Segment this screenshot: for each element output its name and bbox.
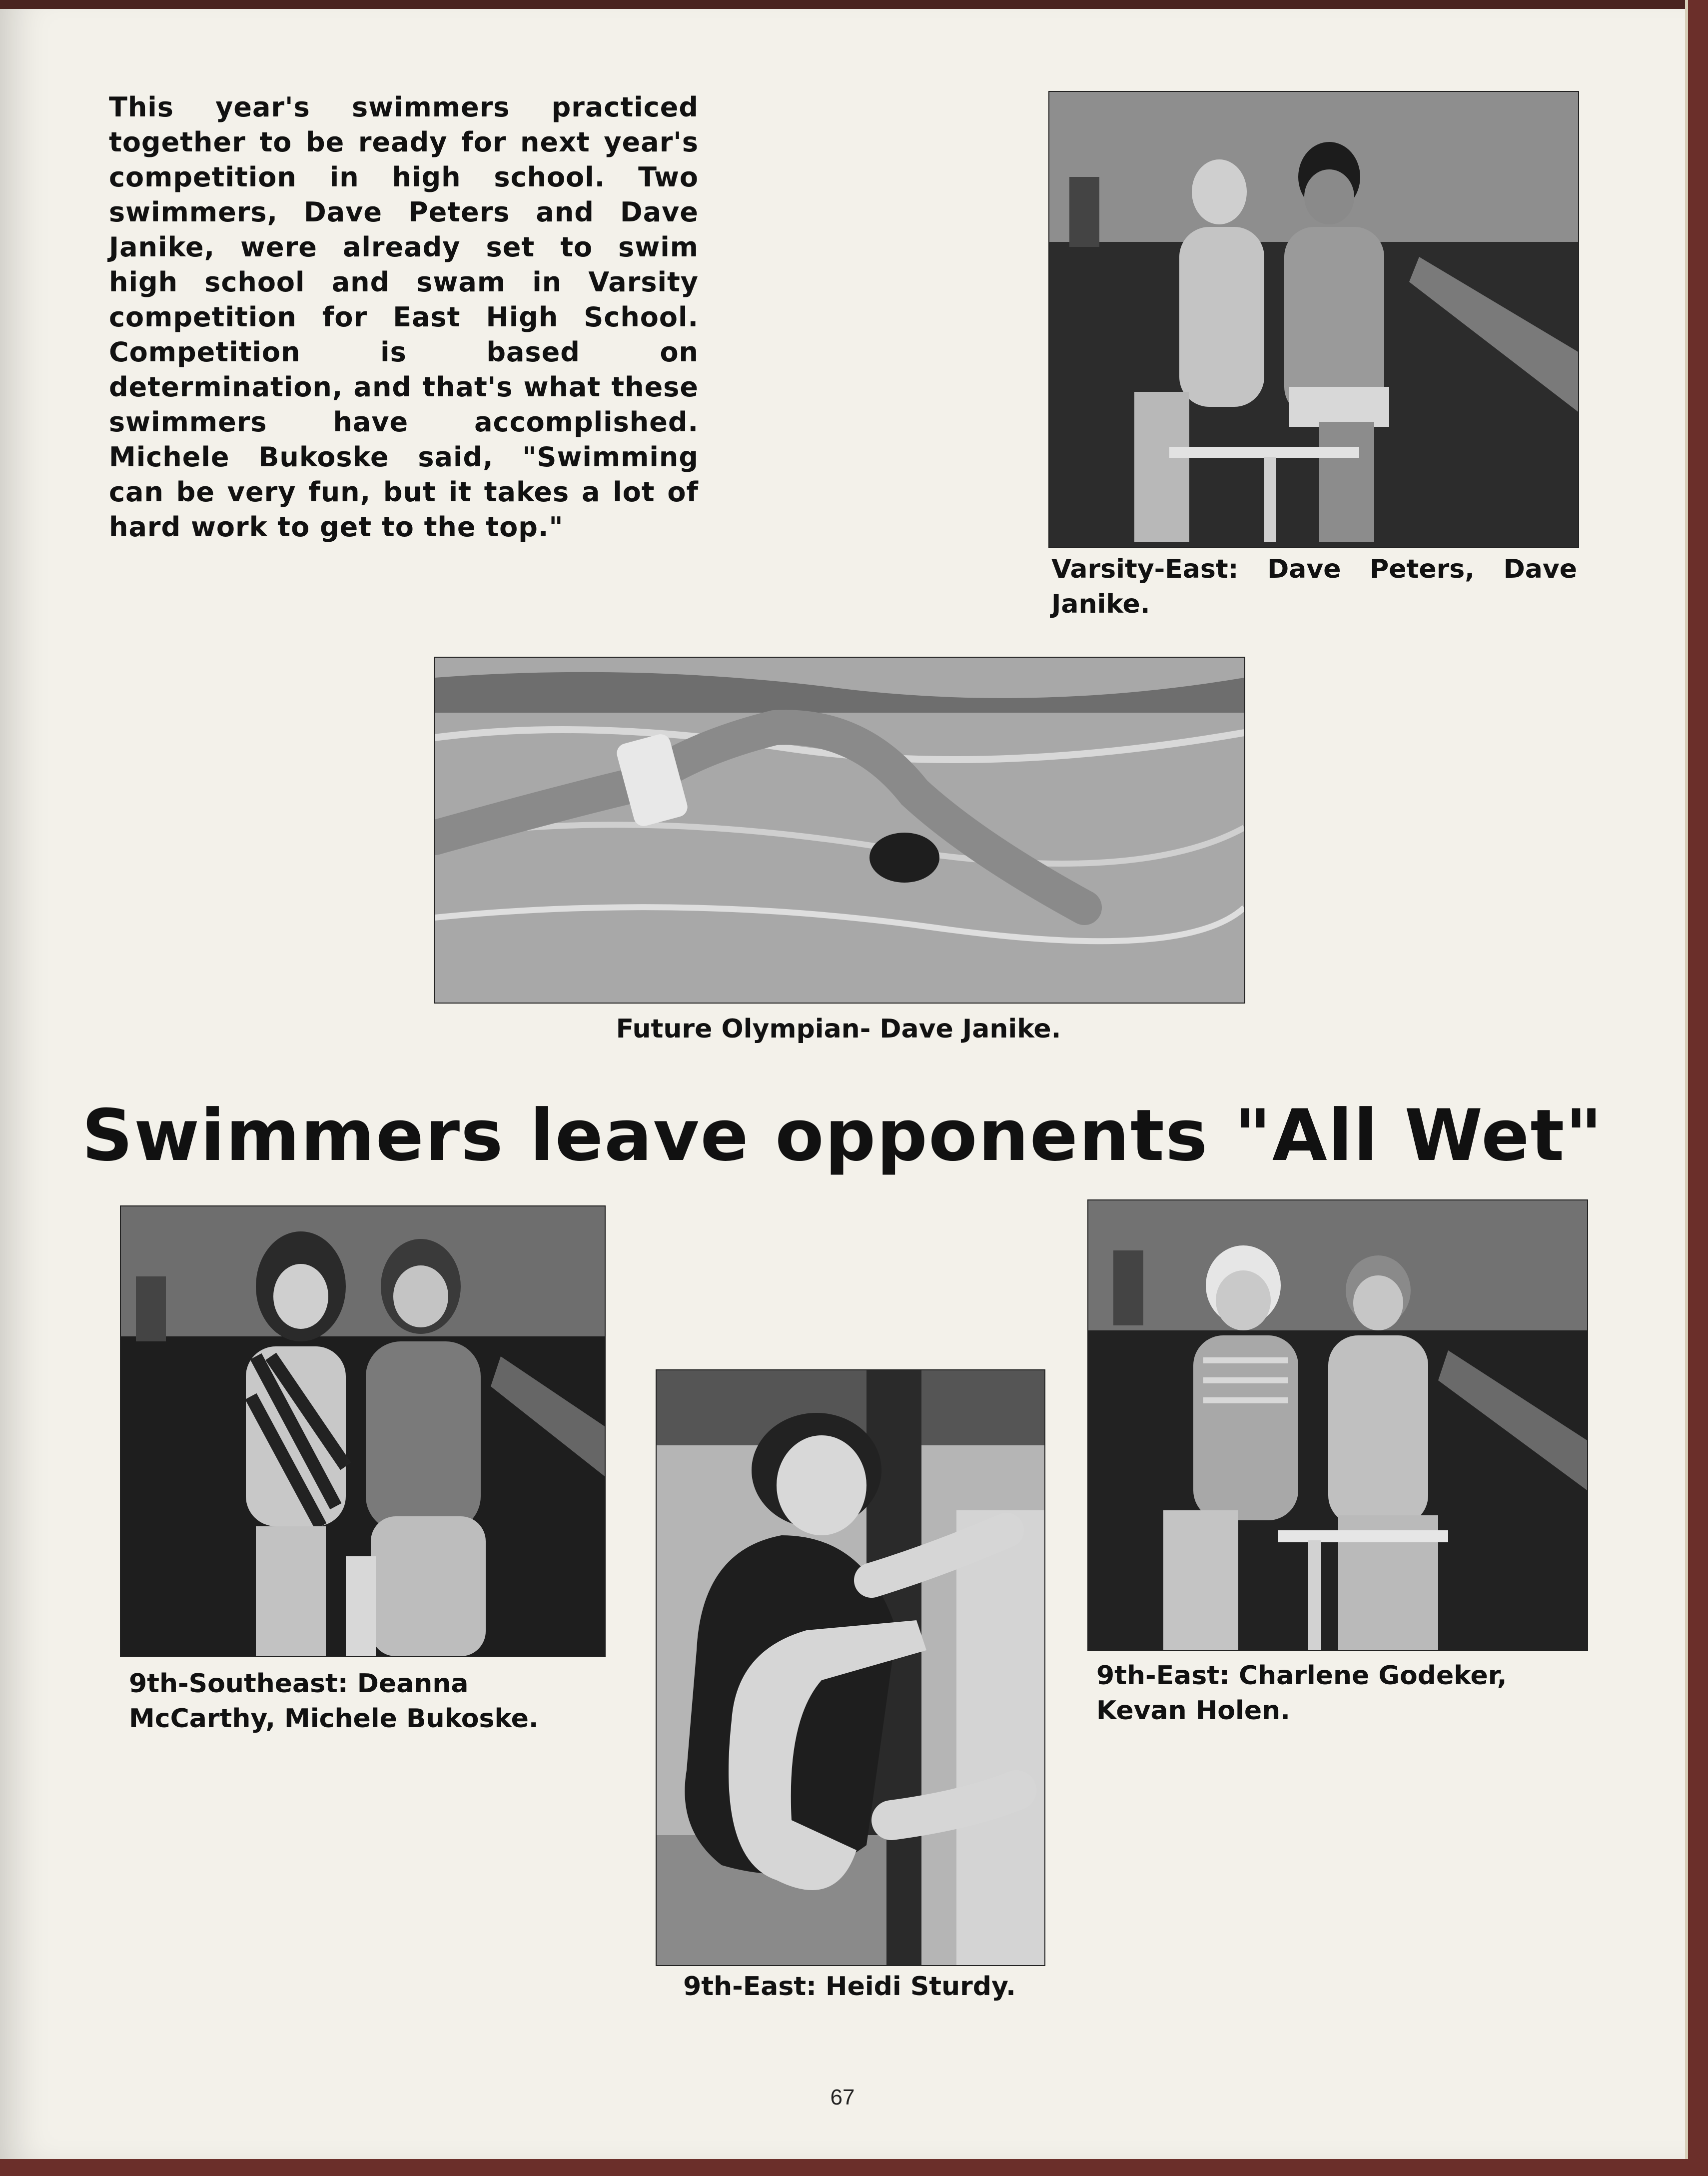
varsity-east-caption: Varsity-East: Dave Peters, Dave Janike. (1051, 554, 1577, 619)
heidi-sturdy-photo (656, 1369, 1045, 1966)
intro-paragraph: This year's swimmers practiced together to be ready for next year's competition in high school. Two swimmers, Dave Peters and Dave Janike, were already set to swim high school and swam in Varsity competition for East High School. Competition is based on determination, and that's what these swimmers have accomplished. Michele Bukoske said, "Swimming can be very fun, but it takes a lot of hard work to get to the top." (109, 91, 699, 543)
headline: Swimmers leave opponents "All Wet" (81, 1094, 1604, 1177)
southeast-photo (120, 1205, 606, 1657)
page-number: 67 (830, 2085, 855, 2110)
future-olympian-caption: Future Olympian- Dave Janike. (616, 1014, 1061, 1044)
east-photo (1087, 1199, 1588, 1651)
varsity-east-photo (1048, 91, 1579, 548)
southeast-caption: 9th-Southeast: Deanna McCarthy, Michele Bukoske. (129, 1669, 539, 1734)
future-olympian-photo (434, 657, 1245, 1004)
heidi-sturdy-caption: 9th-East: Heidi Sturdy. (683, 1972, 1016, 2002)
east-caption: 9th-East: Charlene Godeker, Kevan Holen. (1096, 1661, 1507, 1726)
page-edge (0, 0, 1688, 9)
